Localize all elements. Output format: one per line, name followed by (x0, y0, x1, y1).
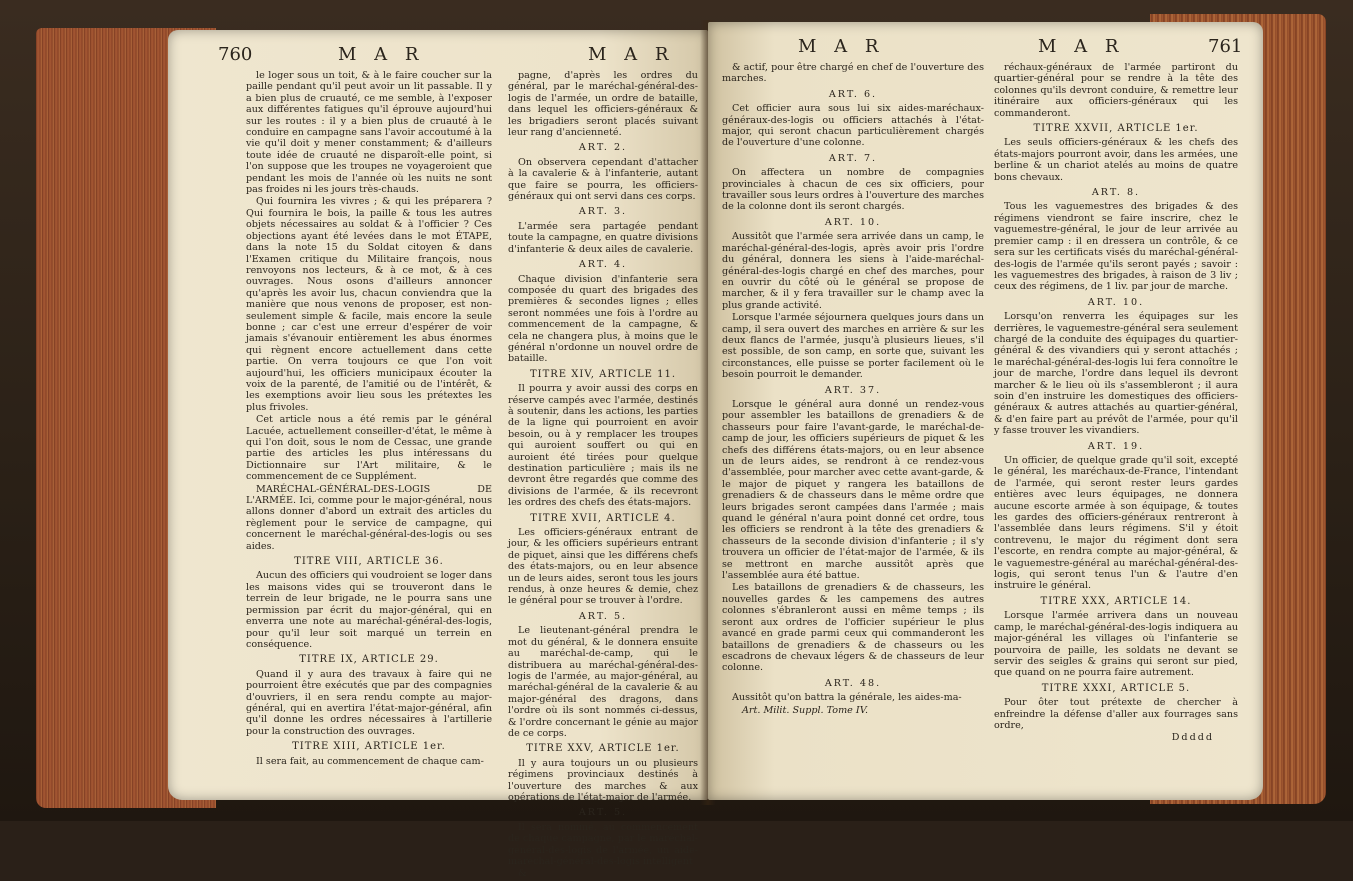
paragraph: Lorsque le général aura donné un rendez-vous pour assembler les bataillons de grenadiers & de chasseurs pour faire l'avant-garde, le maréchal-de-camp de jour, les officiers supérieurs de piquet & les chefs des différens états-majors, ou en leur absence un de leurs aides, se rendront à ce rendez-vous d'assemblée, pour marcher avec cette avant-garde, & le major de piquet y rangera les bataillons de grenadiers & de chasseurs dans le même ordre que leurs brigades seront campées dans l'armée ; mais quand le général n'aura point donné cet ordre, tous les officiers se rendront à la tête des grenadiers & chasseurs de la seconde division d'infanterie ; il s'y trouvera un officier de l'état-major de l'armée, & ils se mettront en marche aussitôt après que l'assemblée aura été battue. (722, 398, 984, 582)
paragraph: On observera cependant d'attacher à la cavalerie & à l'infanterie, autant que faire se pourra, les officiers-généraux qui ont servi dans ces corps. (508, 156, 698, 203)
paragraph: Aussitôt que l'armée sera arrivée dans un camp, le maréchal-général-des-logis, après avoir pris l'ordre du général, donnera les siens à l'aide-maréchal-général-des-logis chargé en chef des marches, pour en ouvrir du côté où le général se propose de marcher, & il y fera travailler sur le champ avec la plus grande activité. (722, 231, 984, 311)
paragraph: Tous les vaguemestres des brigades & des régimens viendront se faire inscrire, chez le vaguemestre-général, le jour de leur arrivée au premier camp : il en dressera un contrôle, & ce sera sur les certificats visés du maréchal-général-des-logis de l'armée qu'ils seront payés ; savoir : les vaguemestres des brigades, à raison de 3 liv ; ceux des régimens, de 1 liv. par jour de marche. (994, 201, 1238, 293)
right-page-column-2 (994, 62, 1238, 745)
paragraph: Les officiers-généraux entrant de jour, & les officiers supérieurs entrant de piquet, ainsi que les différens chefs des états-majors, ou en leur absence un de leurs aides, seront tous les jours rendus, à onze heures & demie, chez le général pour se trouver à l'ordre. (508, 527, 698, 607)
signature-mark: Ddddd (1171, 732, 1214, 744)
running-head-left: M A R (798, 36, 885, 57)
article-heading: ART. 6. (828, 88, 878, 100)
article-heading: ART. 37. (824, 384, 882, 396)
paragraph: L'armée sera partagée pendant toute la campagne, en quatre divisions d'infanterie & deux ailes de cavalerie. (508, 220, 698, 255)
article-heading: ART. 4. (578, 259, 628, 271)
page-number-right: 761 (1208, 36, 1243, 57)
paragraph: Aucun des officiers qui voudroient se loger dans les maisons vides qui se trouveront dans le terrein de leur brigade, ne le pourra sans une permission par écrit du major-général, qui en enverra une note au maréchal-général-des-logis, pour qu'il leur soit marqué un terrein en conséquence. (246, 570, 492, 650)
paragraph: le loger sous un toit, & à le faire coucher sur la paille pendant qu'il peut avoir un lit passable. Il y a bien plus de cruauté, ce me semble, à l'exposer aux différentes fatigues qu'il éprouve aujourd'hui sur les routes : il y a bien plus de cruauté à le conduire en campagne sans l'avoir accoutumé à la vie qu'il doit y mener constamment; & d'ailleurs toute idée de cruauté ne disparoît-elle point, si l'on suppose que les troupes ne voyageroient que pendant les mois de l'année où les nuits ne sont pas froides ni les jours très-chauds. (246, 70, 492, 196)
right-page (708, 22, 1263, 800)
paragraph: réchaux-généraux de l'armée partiront du quartier-général pour se rendre à la tête des colonnes qu'ils devront conduire, & remettre leur itinéraire aux officiers-généraux qui les commanderont. (994, 62, 1238, 119)
paragraph: Pour ôter tout prétexte de chercher à enfreindre la défense d'aller aux fourrages sans ordre, (994, 697, 1238, 731)
paragraph: & (518, 868, 527, 880)
running-head-right: M A R (588, 44, 675, 65)
left-page (168, 30, 708, 880)
paragraph: Aussitôt qu'on battra la générale, les aides-ma- (732, 692, 962, 704)
paragraph: Cet article nous a été remis par le général Lacuée, actuellement conseiller-d'état, le même à qui l'on doit, sous le nom de Cessac, une grande partie des articles les plus intéressans du Dictionnaire sur l'Art militaire, & le commencement de ce Supplément. (246, 414, 492, 483)
title-heading: TITRE XXV, ARTICLE 1er. (526, 743, 680, 755)
title-heading: TITRE XXX, ARTICLE 14. (1040, 595, 1192, 607)
left-page-column-2 (508, 70, 698, 881)
paragraph: Il sera fait, au commencement de chaque cam- (256, 755, 484, 767)
article-heading: ART. 10. (824, 216, 882, 228)
volume-note: Art. Milit. Suppl. Tome IV. (742, 704, 868, 716)
article-heading: ART. 5. (578, 610, 628, 622)
paragraph: Qui fournira les vivres ; & qui les préparera ? Qui fournira le bois, la paille & tous les autres objets nécessaires au soldat & à l'officier ? Ces objections ayant été levées dans le mot ÉTAPE, dans la note 15 du Soldat citoyen & dans l'Examen critique du Militaire françois, nous renvoyons nos lecteurs, & à ce mot, & à ces ouvrages. Nous osons d'ailleurs annoncer qu'après les avoir lus, chacun conviendra que la manière que nous venons de proposer, est non-seulement simple & facile, mais encore la seule bonne ; car c'est une erreur d'espérer de voir jamais s'évanouir entièrement les abus énormes qui règnent encore actuellement dans cette partie. On verra toujours ce que l'on voit aujourd'hui, les officiers municipaux écouter la voix de la parenté, de l'amitié ou de l'intérêt, & les exemptions avoir lieu sous les prétextes les plus frivoles. (246, 196, 492, 413)
page-number-left: 760 (218, 44, 253, 65)
title-heading: TITRE XXXI, ARTICLE 5. (1041, 682, 1191, 694)
left-page-column-1 (246, 70, 492, 768)
paragraph: Cet officier aura sous lui six aides-maréchaux-généraux-des-logis ou officiers attachés à l'état-major, qui seront chacun particulièrement chargés de l'ouverture d'une colonne. (722, 103, 984, 149)
article-heading: ART. 5. (578, 807, 628, 819)
paragraph: Il sera nommé, au commencement de chaque campagne, par le maréchal-général-des-logis de l'armée, un aide-maréchal-général-des-logis intelligent (508, 821, 698, 867)
paragraph: Quand il y aura des travaux à faire qui ne pourroient être exécutés que par des compagnies d'ouvriers, il en sera rendu compte au major-général, qui en avertira l'état-major-général, afin qu'il donne les ordres nécessaires à l'artillerie pour la construction des ouvrages. (246, 668, 492, 737)
article-heading: ART. 48. (824, 677, 882, 689)
paragraph: On affectera un nombre de compagnies provinciales à chacun de ces six officiers, pour travailler sous leurs ordres à l'ouverture des marches de la colonne dont ils seront chargés. (722, 167, 984, 213)
paragraph: Un officier, de quelque grade qu'il soit, excepté le général, les maréchaux-de-France, l'intendant de l'armée, qui seront rester leurs gardes entières avec leurs équipages, ne donnera aucune escorte armée à son équipage, & toutes les gardes des officiers-généraux rentreront à l'assemblée dans leurs régimens. S'il y étoit contrevenu, le major du régiment dont sera l'escorte, en rendra compte au major-général, & le vaguemestre-général au maréchal-général-des-logis, qui seront tenus l'un & l'autre d'en instruire le général. (994, 455, 1238, 592)
title-heading: TITRE IX, ARTICLE 29. (299, 654, 439, 666)
paragraph: Il pourra y avoir aussi des corps en réserve campés avec l'armée, destinés à soutenir, dans les actions, les parties de la ligne qui pourroient en avoir besoin, ou à y remplacer les troupes qui auroient souffert ou qui en auroient été tirées pour quelque destination particulière ; mais ils ne devront être regardés que comme des divisions de l'armée, & ils recevront les ordres des chefs des états-majors. (508, 383, 698, 509)
paragraph: Les bataillons de grenadiers & de chasseurs, les nouvelles gardes & les campemens des autres colonnes s'ébranleront aussi en même temps ; ils seront aux ordres de l'officier supérieur le plus avancé en grade parmi ceux qui commanderont les bataillons de grenadiers & de chasseurs ou les escadrons de chevaux légers & de chasseurs de leur colonne. (722, 582, 984, 674)
paragraph: Lorsque l'armée séjournera quelques jours dans un camp, il sera ouvert des marches en arrière & sur les deux flancs de l'armée, jusqu'à plusieurs lieues, s'il est possible, de son camp, en sorte que, suivant les circonstances, elle puisse se porter facilement où le besoin pourroit le demander. (722, 312, 984, 381)
article-heading: ART. 2. (578, 142, 628, 154)
title-heading: TITRE XIII, ARTICLE 1er. (292, 741, 446, 753)
paragraph: & actif, pour être chargé en chef de l'ouverture des marches. (722, 62, 984, 85)
paragraph: pagne, d'après les ordres du général, par le maréchal-général-des-logis de l'armée, un ordre de bataille, dans lequel les officiers-généraux & les brigadiers seront placés suivant leur rang d'ancienneté. (508, 70, 698, 139)
right-page-column-1 (722, 62, 984, 717)
title-heading: TITRE XXVII, ARTICLE 1er. (1033, 123, 1199, 135)
paragraph: Lorsque l'armée arrivera dans un nouveau camp, le maréchal-général-des-logis indiquera au major-général les villages où l'infanterie se pourvoira de paille, les soldats ne devant se servir des seigles & grains qui seront sur pied, que quand on ne pourra faire autrement. (994, 610, 1238, 679)
paragraph: Il y aura toujours un ou plusieurs régimens provinciaux destinés à l'ouverture des marches & aux opérations de l'état-major de l'armée. (508, 757, 698, 803)
article-heading: ART. 10. (1087, 296, 1145, 308)
article-heading: ART. 7. (828, 152, 878, 164)
paragraph: Le lieutenant-général prendra le mot du général, & le donnera ensuite au maréchal-de-camp, qui le distribuera au maréchal-général-des-logis de l'armée, au major-général, au maréchal-général de la cavalerie & au major-général des dragons, dans l'ordre où ils sont nommés ci-dessus, & l'ordre concernant le génie au major de ce corps. (508, 625, 698, 739)
running-head-left: M A R (338, 44, 425, 65)
article-heading: ART. 8. (1091, 187, 1141, 199)
running-head-right: M A R (1038, 36, 1125, 57)
article-heading: ART. 19. (1087, 440, 1145, 452)
title-heading: TITRE VIII, ARTICLE 36. (294, 556, 444, 568)
title-heading: TITRE XIV, ARTICLE 11. (529, 368, 677, 380)
paragraph: Chaque division d'infanterie sera composée du quart des brigades des premières & secondes lignes ; elles seront nommées une fois à l'ordre au commencement de la campagne, & cela ne changera plus, à moins que le général n'ordonne un nouvel ordre de bataille. (508, 273, 698, 365)
article-heading: ART. 3. (578, 206, 628, 218)
paragraph: Les seuls officiers-généraux & les chefs des états-majors pourront avoir, dans les armées, une berline & un chariot atelés au moins de quatre bons chevaux. (994, 137, 1238, 183)
paragraph: MARÉCHAL-GÉNÉRAL-DES-LOGIS DE L'ARMÉE. Ici, comme pour le major-général, nous allons donner d'abord un extrait des articles du règlement pour le service de campagne, qui concernent le maréchal-général-des-logis ou ses aides. (246, 483, 492, 552)
title-heading: TITRE XVII, ARTICLE 4. (530, 512, 676, 524)
paragraph: Lorsqu'on renverra les équipages sur les derrières, le vaguemestre-général sera seulement chargé de la conduite des équipages du quartier-général & des vivandiers qui y seront attachés ; le maréchal-général-des-logis lui fera connoître le jour de marche, l'ordre dans lequel ils devront marcher & le lieu où ils s'assembleront ; il aura soin d'en instruire les domestiques des officiers-généraux & autres attachés au quartier-général, & d'en faire part au prévôt de l'armée, pour qu'il y fasse trouver les vivandiers. (994, 311, 1238, 437)
